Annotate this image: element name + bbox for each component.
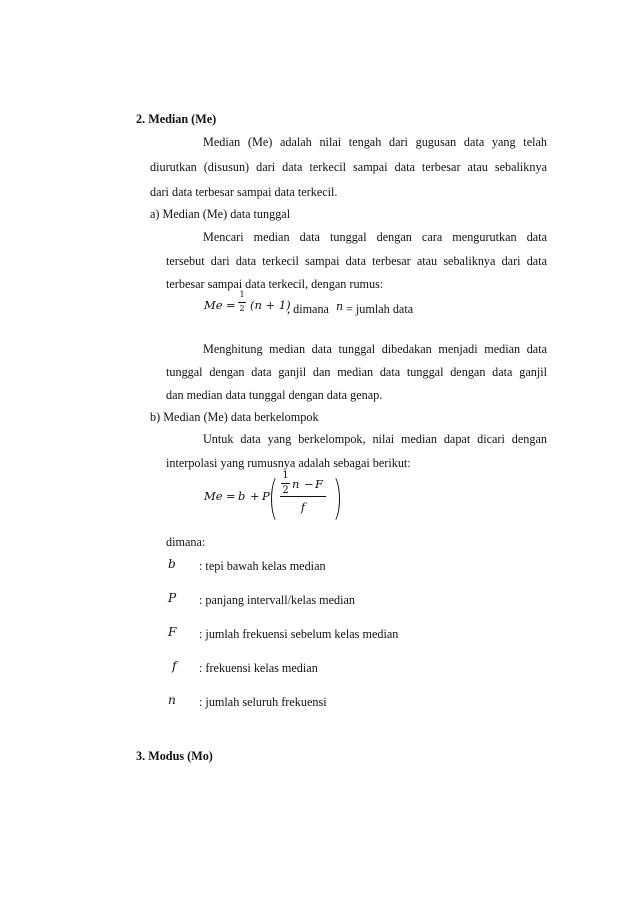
- formula-n-plus-one: (n + 1): [250, 298, 291, 312]
- def-text-F: : jumlah frekuensi sebelum kelas median: [199, 627, 399, 641]
- def-symbol-p: P: [168, 591, 177, 605]
- def-text-f: : frekuensi kelas median: [199, 661, 318, 675]
- def-symbol-b: b: [168, 557, 176, 571]
- def-text-n: : jumlah seluruh frekuensi: [199, 695, 327, 709]
- sub-a-para2-line-1: Menghitung median data tunggal dibedakan menjadi median data: [203, 342, 547, 356]
- dimana-label: dimana:: [166, 535, 206, 549]
- grouped-p: P: [262, 489, 270, 503]
- grouped-lhs-me: Me: [204, 489, 223, 503]
- formula-half-denominator: 2: [239, 304, 245, 313]
- grouped-inner-bar: [281, 483, 290, 484]
- grouped-right-paren: [323, 474, 340, 524]
- formula-where-text: , dimana: [287, 302, 329, 316]
- section-heading-median: 2. Median (Me): [136, 112, 217, 126]
- formula-half-numerator: 1: [239, 290, 245, 299]
- grouped-left-paren: [271, 474, 288, 524]
- median-intro-line-2: diurutkan (disusun) dari data terkecil sampai data terbesar atau sebaliknya: [150, 160, 547, 174]
- grouped-inner-den: 2: [282, 485, 289, 496]
- grouped-equals: =: [226, 489, 236, 503]
- median-intro-line-3: dari data terbesar sampai data terkecil.: [150, 185, 338, 199]
- grouped-inner-num: 1: [282, 470, 289, 481]
- sub-b-para1-line-2: interpolasi yang rumusnya adalah sebagai berikut:: [166, 456, 411, 470]
- sub-a-para1-line-3: terbesar sampai data terkecil, dengan rumus:: [166, 277, 384, 291]
- grouped-minus: −: [304, 477, 314, 491]
- subsection-heading-b: b) Median (Me) data berkelompok: [150, 410, 319, 424]
- sub-a-para1-line-2: tersebut dari data terkecil sampai data terbesar atau sebaliknya dari data: [166, 254, 547, 268]
- sub-a-para2-line-2: tunggal dengan data ganjil dan median data tunggal dengan data ganjil: [166, 365, 547, 379]
- formula-lhs-me: Me: [204, 298, 223, 312]
- grouped-n: n: [292, 477, 300, 491]
- sub-a-para2-line-3: dan median data tunggal dengan data genap.: [166, 388, 383, 402]
- def-symbol-n: n: [168, 693, 176, 707]
- grouped-plus: +: [250, 489, 260, 503]
- formula-where-def: = jumlah data: [346, 302, 414, 316]
- def-symbol-f: f: [172, 659, 177, 673]
- section-heading-modus: 3. Modus (Mo): [136, 749, 213, 763]
- def-text-b: : tepi bawah kelas median: [199, 559, 326, 573]
- sub-b-para1-line-1: Untuk data yang berkelompok, nilai median dapat dicari dengan: [203, 432, 547, 446]
- grouped-main-bar: [280, 496, 326, 497]
- def-symbol-F: F: [168, 625, 177, 639]
- grouped-b: b: [238, 489, 246, 503]
- sub-a-para1-line-1: Mencari median data tunggal dengan cara mengurutkan data: [203, 230, 547, 244]
- def-text-p: : panjang intervall/kelas median: [199, 593, 356, 607]
- grouped-F: F: [315, 477, 323, 491]
- grouped-f: f: [300, 500, 306, 514]
- median-intro-line-1: Median (Me) adalah nilai tengah dari gugusan data yang telah: [203, 135, 547, 149]
- formula-fraction-bar: [238, 302, 246, 303]
- formula-var-n: n: [336, 300, 344, 313]
- subsection-heading-a: a) Median (Me) data tunggal: [150, 207, 291, 221]
- formula-equals: =: [226, 298, 236, 312]
